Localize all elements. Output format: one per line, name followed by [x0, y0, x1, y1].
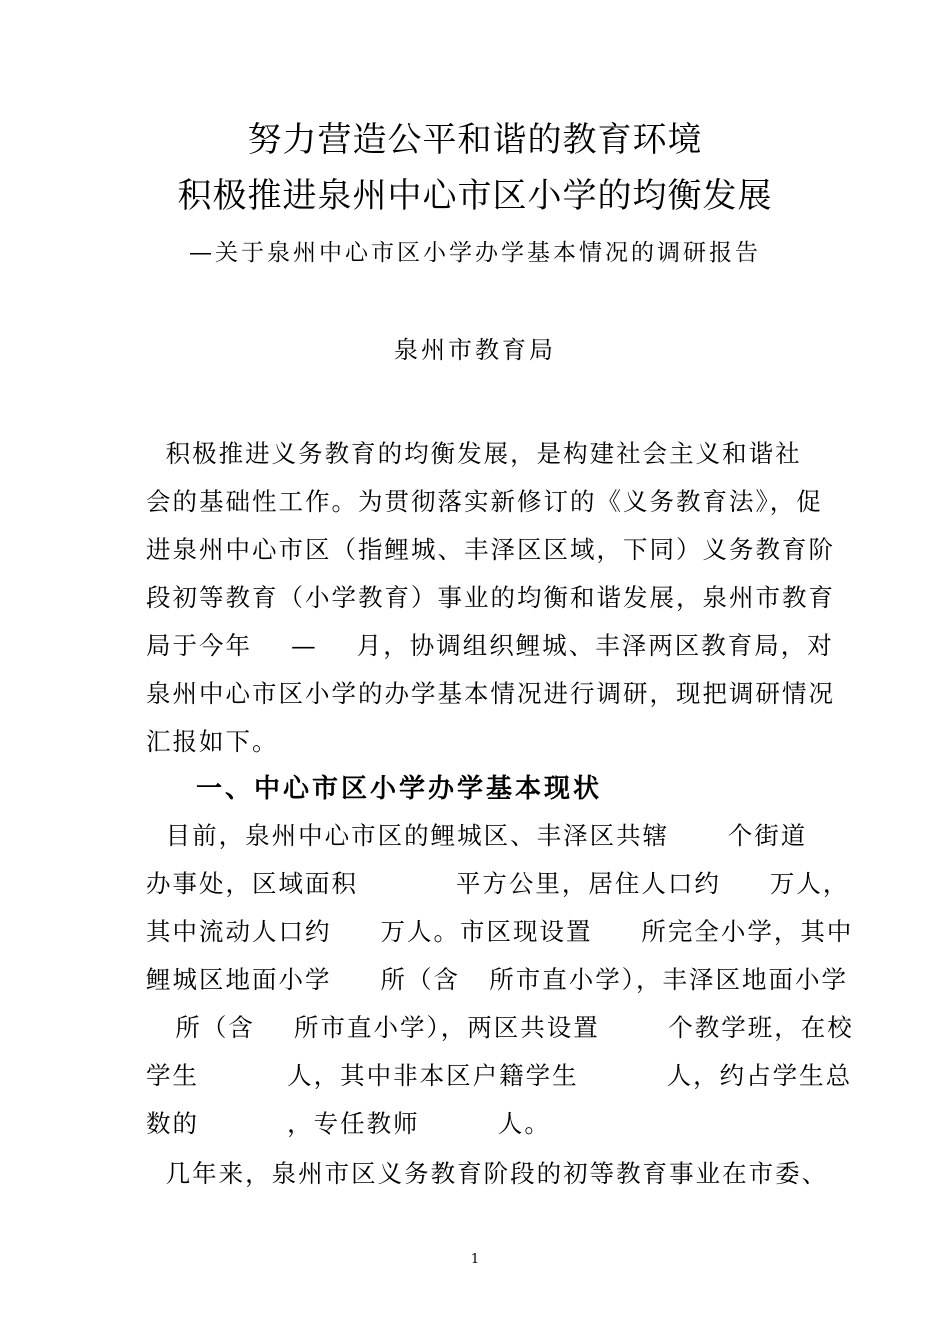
title-line-1: 努力营造公平和谐的教育环境 [247, 120, 703, 160]
intro-line: 会的基础性工作。为贯彻落实新修订的《义务教育法》，促 [146, 487, 823, 516]
page-number: 1 [470, 1252, 480, 1267]
subtitle: —关于泉州中心市区小学办学基本情况的调研报告 [189, 240, 761, 266]
author: 泉州市教育局 [394, 336, 556, 364]
title-line-2: 积极推进泉州中心市区小学的均衡发展 [177, 176, 773, 216]
intro-line: 进泉州中心市区（指鲤城、丰泽区区域，下同）义务教育阶 [146, 535, 835, 564]
section-line: 所（含 所市直小学），两区共设置 个教学班，在校 [146, 1013, 854, 1042]
intro-line: 积极推进义务教育的均衡发展，是构建社会主义和谐社 [146, 439, 802, 468]
section-line: 其中流动人口约 万人。市区现设置 所完全小学，其中 [146, 917, 854, 946]
section-line: 数的 ，专任教师 人。 [146, 1109, 551, 1138]
intro-line: 泉州中心市区小学的办学基本情况进行调研，现把调研情况 [146, 679, 835, 708]
section-heading: 一、中心市区小学办学基本现状 [196, 774, 603, 804]
section-line: 鲤城区地面小学 所（含 所市直小学），丰泽区地面小学 [146, 965, 849, 994]
intro-line: 局于今年 — 月，协调组织鲤城、丰泽两区教育局，对 [146, 631, 834, 660]
intro-line: 段初等教育（小学教育）事业的均衡和谐发展，泉州市教育 [146, 583, 835, 612]
section-line: 几年来，泉州市区义务教育阶段的初等教育事业在市委、 [146, 1159, 829, 1188]
intro-line: 汇报如下。 [146, 727, 279, 756]
section-line: 学生 人，其中非本区户籍学生 人，约占学生总 [146, 1061, 853, 1090]
section-line: 目前，泉州中心市区的鲤城区、丰泽区共辖 个街道 [146, 821, 808, 850]
section-line: 办事处，区域面积 平方公里，居住人口约 万人， [146, 869, 850, 898]
